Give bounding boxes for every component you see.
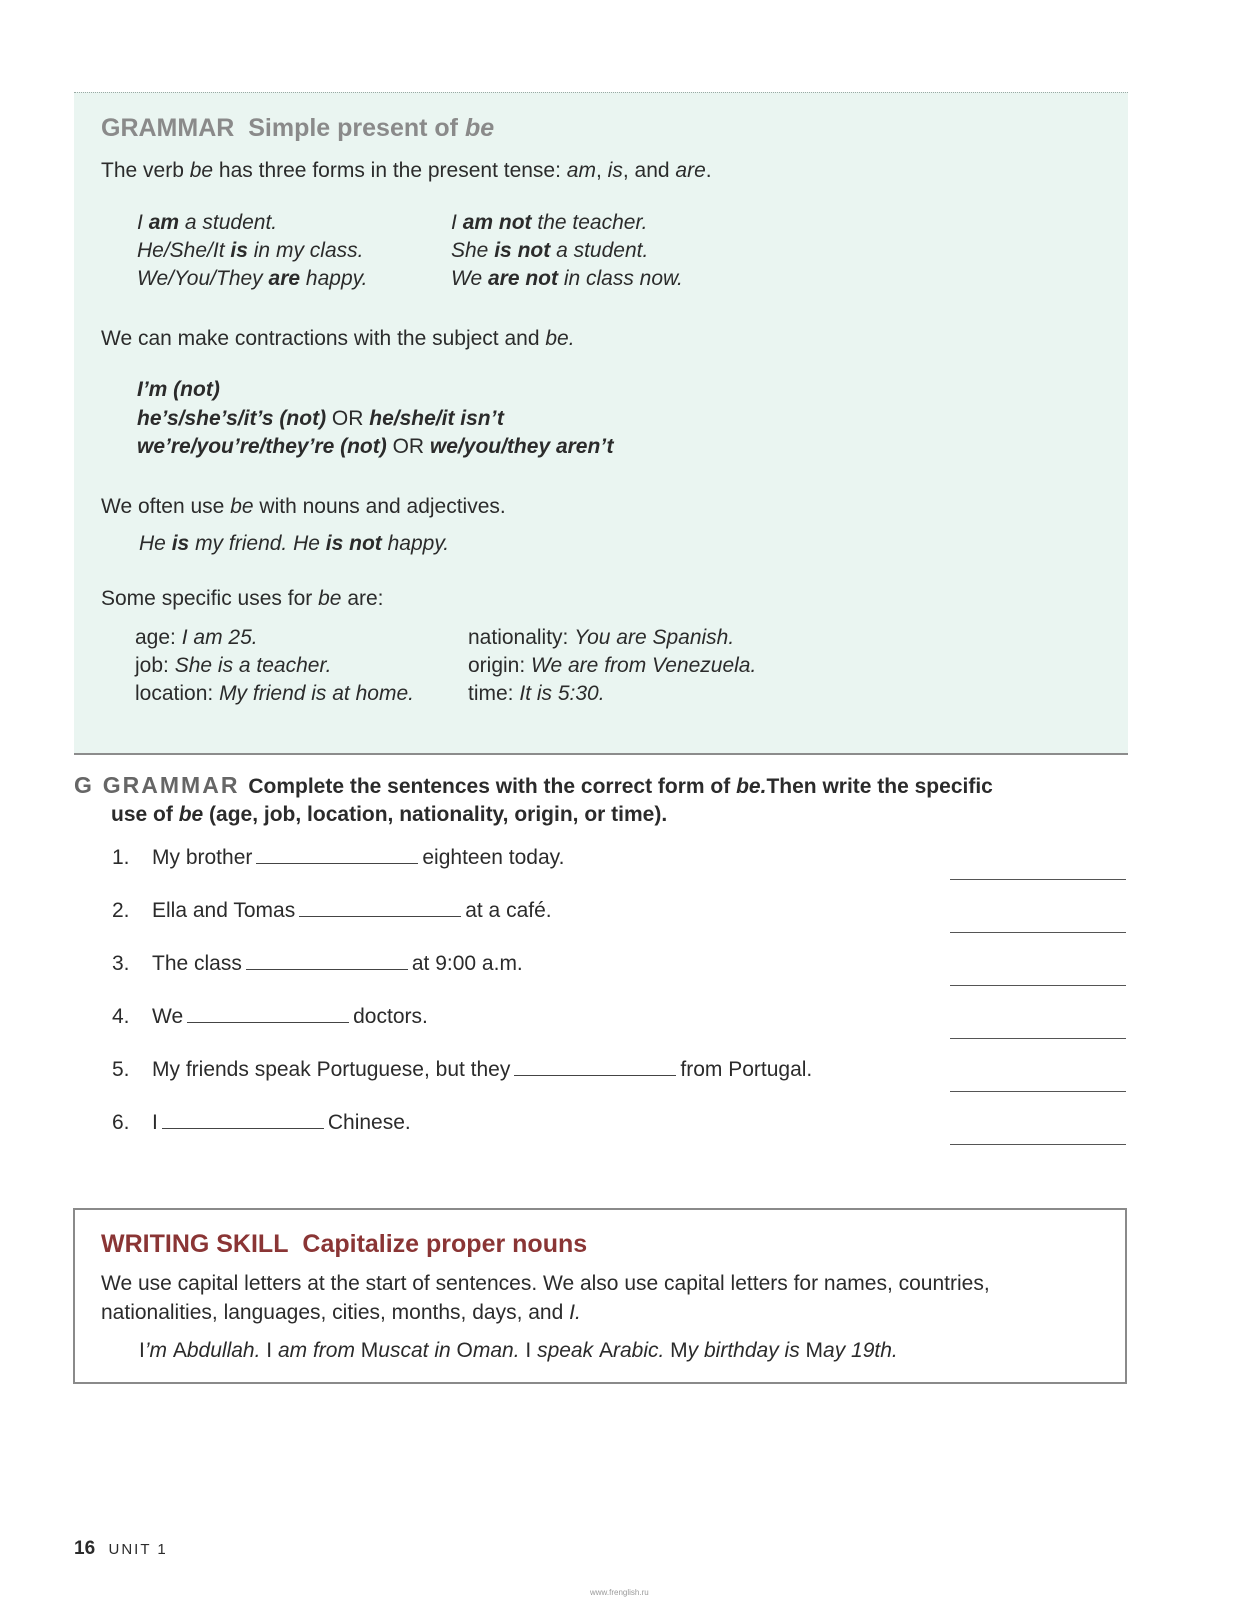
writing-skill-example: I’m Abdullah. I am from Muscat in Oman. I speak Arabic. My birthday is May 19th. (139, 1339, 898, 1362)
contraction-3: we’re/you’re/they’re (not) OR we/you/they aren’t (137, 435, 614, 458)
exercise-item-5: 5. My friends speak Portuguese, but they from Portugal. (112, 1058, 813, 1081)
example-left-2: He/She/It is in my class. (137, 239, 364, 262)
use-location: location: My friend is at home. (135, 682, 414, 705)
exercise-item-1: 1. My brother eighteen today. (112, 846, 565, 869)
example-right-3: We are not in class now. (451, 267, 683, 290)
use-answer-line-1[interactable] (950, 878, 1126, 880)
answer-blank-3[interactable] (246, 951, 408, 970)
use-answer-line-4[interactable] (950, 1037, 1126, 1039)
use-answer-line-6[interactable] (950, 1143, 1126, 1145)
writing-skill-title: WRITING SKILL Capitalize proper nouns (101, 1230, 588, 1258)
watermark: www.frenglish.ru (590, 1588, 649, 1597)
use-origin: origin: We are from Venezuela. (468, 654, 757, 677)
grammar-intro: The verb be has three forms in the present tense: am, is, and are. (101, 159, 712, 182)
exercise-label: GRAMMAR (102, 772, 240, 798)
answer-blank-6[interactable] (162, 1110, 324, 1129)
uses-intro: Some specific uses for be are: (101, 587, 384, 610)
contractions-intro: We can make contractions with the subject and be. (101, 327, 575, 350)
exercise-item-3: 3. The class at 9:00 a.m. (112, 952, 523, 975)
use-nationality: nationality: You are Spanish. (468, 626, 735, 649)
use-age: age: I am 25. (135, 626, 258, 649)
nouns-example: He is my friend. He is not happy. (139, 532, 450, 555)
contraction-2: he’s/she’s/it’s (not) OR he/she/it isn’t (137, 407, 504, 430)
answer-blank-4[interactable] (187, 1004, 349, 1023)
exercise-item-4: 4. We doctors. (112, 1005, 428, 1028)
nouns-intro: We often use be with nouns and adjectives. (101, 495, 506, 518)
use-answer-line-5[interactable] (950, 1090, 1126, 1092)
use-answer-line-2[interactable] (950, 931, 1126, 933)
exercise-instruction-2: use of be (age, job, location, nationality, origin, or time). (111, 803, 668, 826)
use-answer-line-3[interactable] (950, 984, 1126, 986)
answer-blank-5[interactable] (514, 1057, 676, 1076)
use-job: job: She is a teacher. (135, 654, 332, 677)
example-left-3: We/You/They are happy. (137, 267, 368, 290)
answer-blank-1[interactable] (256, 845, 418, 864)
exercise-heading (74, 772, 993, 799)
example-right-2: She is not a student. (451, 239, 649, 262)
page-footer (74, 1538, 168, 1560)
example-left-1: I am a student. (137, 211, 278, 234)
grammar-title: GRAMMAR Simple present of be (101, 114, 495, 142)
example-right-1: I am not the teacher. (451, 211, 648, 234)
answer-blank-2[interactable] (299, 898, 461, 917)
use-time: time: It is 5:30. (468, 682, 605, 705)
writing-skill-line-2: nationalities, languages, cities, months, days, and I. (101, 1301, 581, 1324)
writing-skill-line-1: We use capital letters at the start of sentences. We also use capital letters for names, countries, (101, 1272, 990, 1295)
contraction-1: I’m (not) (137, 378, 220, 401)
exercise-item-6: 6. I Chinese. (112, 1111, 411, 1134)
exercise-item-2: 2. Ella and Tomas at a café. (112, 899, 552, 922)
exercise-letter: G (74, 772, 94, 798)
exercise-instruction-1: Complete the sentences with the correct form of be.Then write the specific (248, 775, 993, 798)
page-number: 16 (74, 1538, 96, 1559)
unit-label: UNIT 1 (108, 1541, 168, 1558)
